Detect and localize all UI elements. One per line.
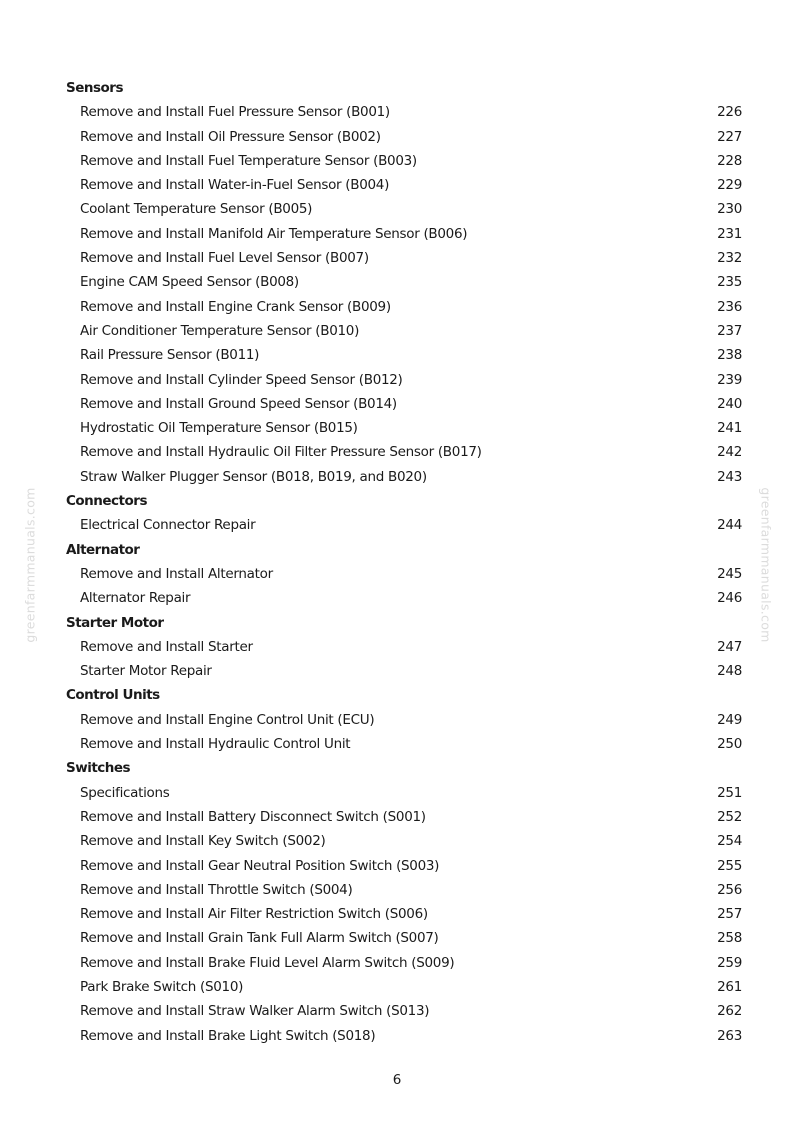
toc-entry[interactable]: [66, 222, 742, 246]
toc-entry-title: Hydrostatic Oil Temperature Sensor (B015): [80, 420, 358, 437]
toc-entry-title: Specifications: [80, 784, 170, 801]
toc-entry-page: 256: [717, 881, 742, 898]
watermark-right: greenfarmmanuals.com: [758, 487, 774, 643]
toc-entry-title: Remove and Install Engine Control Unit (ECU): [80, 711, 375, 728]
toc-entry-page: 246: [717, 590, 742, 607]
toc-entry-title: Remove and Install Fuel Level Sensor (B007): [80, 250, 369, 267]
section-title: Control Units: [66, 687, 160, 704]
toc-entry-title: Remove and Install Starter: [80, 638, 253, 655]
toc-entry-title: Remove and Install Water-in-Fuel Sensor (B004): [80, 177, 390, 194]
toc-entry-title: Remove and Install Key Switch (S002): [80, 833, 326, 850]
toc-section: [66, 683, 742, 756]
toc-entry-page: 248: [717, 663, 742, 680]
toc-entry[interactable]: [66, 295, 742, 319]
toc-entry-title: Park Brake Switch (S010): [80, 978, 244, 995]
toc-entry-page: 229: [717, 177, 742, 194]
toc-entry-page: 243: [717, 468, 742, 485]
toc-entry-page: 238: [717, 347, 742, 364]
toc-entry-page: 227: [717, 128, 742, 145]
toc-entry[interactable]: [66, 440, 742, 464]
toc-entry-page: 242: [717, 444, 742, 461]
toc-entry[interactable]: [66, 173, 742, 197]
toc-entry-title: Remove and Install Brake Fluid Level Alarm Switch (S009): [80, 954, 455, 971]
toc-entry-title: Rail Pressure Sensor (B011): [80, 347, 260, 364]
toc-entry[interactable]: [66, 513, 742, 537]
toc-entry-title: Remove and Install Alternator: [80, 565, 273, 582]
section-title: Alternator: [66, 541, 140, 558]
toc-entry[interactable]: [66, 805, 742, 829]
toc-entry[interactable]: [66, 270, 742, 294]
toc-entry-title: Remove and Install Hydraulic Control Unit: [80, 736, 351, 753]
toc-entry[interactable]: [66, 781, 742, 805]
toc-entry[interactable]: [66, 1024, 742, 1048]
toc-entry-title: Remove and Install Cylinder Speed Sensor (B012): [80, 371, 403, 388]
toc-entry-title: Alternator Repair: [80, 590, 191, 607]
table-of-contents: [66, 76, 742, 1048]
toc-entry[interactable]: [66, 659, 742, 683]
toc-entry-title: Engine CAM Speed Sensor (B008): [80, 274, 299, 291]
toc-entry-title: Remove and Install Throttle Switch (S004): [80, 881, 353, 898]
toc-section: [66, 538, 742, 611]
section-title: Connectors: [66, 493, 147, 510]
toc-entry-page: 231: [717, 225, 742, 242]
toc-entry-page: 244: [717, 517, 742, 534]
toc-entry-title: Remove and Install Manifold Air Temperature Sensor (B006): [80, 225, 468, 242]
toc-entry-page: 254: [717, 833, 742, 850]
toc-section: [66, 611, 742, 684]
toc-entry[interactable]: [66, 635, 742, 659]
toc-entry-page: 247: [717, 638, 742, 655]
toc-entry[interactable]: [66, 708, 742, 732]
toc-entry[interactable]: [66, 197, 742, 221]
toc-entry[interactable]: [66, 319, 742, 343]
toc-entry-title: Straw Walker Plugger Sensor (B018, B019, and B020): [80, 468, 427, 485]
toc-entry-page: 251: [717, 784, 742, 801]
toc-entry-page: 258: [717, 930, 742, 947]
toc-entry[interactable]: [66, 416, 742, 440]
toc-entry-page: 235: [717, 274, 742, 291]
toc-entry[interactable]: [66, 586, 742, 610]
toc-entry[interactable]: [66, 149, 742, 173]
toc-entry-page: 250: [717, 736, 742, 753]
toc-entry-page: 240: [717, 395, 742, 412]
toc-entry-title: Remove and Install Air Filter Restriction Switch (S006): [80, 906, 428, 923]
toc-entry-title: Remove and Install Brake Light Switch (S018): [80, 1027, 376, 1044]
toc-entry-title: Remove and Install Battery Disconnect Switch (S001): [80, 808, 426, 825]
toc-entry-page: 262: [717, 1003, 742, 1020]
toc-entry-page: 261: [717, 978, 742, 995]
toc-entry[interactable]: [66, 902, 742, 926]
toc-entry-page: 239: [717, 371, 742, 388]
toc-section: [66, 756, 742, 1048]
toc-entry-title: Coolant Temperature Sensor (B005): [80, 201, 313, 218]
toc-entry-title: Remove and Install Engine Crank Sensor (B009): [80, 298, 391, 315]
toc-entry[interactable]: [66, 999, 742, 1023]
toc-entry[interactable]: [66, 343, 742, 367]
toc-entry[interactable]: [66, 465, 742, 489]
toc-entry-page: 259: [717, 954, 742, 971]
toc-entry-title: Remove and Install Fuel Pressure Sensor (B001): [80, 104, 390, 121]
toc-entry-title: Electrical Connector Repair: [80, 517, 256, 534]
toc-entry-title: Starter Motor Repair: [80, 663, 212, 680]
toc-entry[interactable]: [66, 125, 742, 149]
section-title: Starter Motor: [66, 614, 164, 631]
toc-entry[interactable]: [66, 732, 742, 756]
toc-entry-title: Remove and Install Ground Speed Sensor (B014): [80, 395, 397, 412]
toc-entry[interactable]: [66, 562, 742, 586]
toc-entry-title: Air Conditioner Temperature Sensor (B010): [80, 322, 360, 339]
toc-entry-page: 226: [717, 104, 742, 121]
toc-entry[interactable]: [66, 368, 742, 392]
toc-entry-title: Remove and Install Straw Walker Alarm Switch (S013): [80, 1003, 430, 1020]
toc-entry[interactable]: [66, 100, 742, 124]
page-number: 6: [392, 1072, 402, 1088]
section-title: Switches: [66, 760, 131, 777]
toc-entry-page: 236: [717, 298, 742, 315]
watermark-left: greenfarmmanuals.com: [22, 487, 38, 643]
toc-entry[interactable]: [66, 246, 742, 270]
toc-entry[interactable]: [66, 975, 742, 999]
toc-entry-page: 255: [717, 857, 742, 874]
toc-entry[interactable]: [66, 878, 742, 902]
toc-entry-page: 245: [717, 565, 742, 582]
toc-entry-page: 241: [717, 420, 742, 437]
toc-entry-page: 263: [717, 1027, 742, 1044]
section-title: Sensors: [66, 80, 123, 96]
toc-entry-page: 249: [717, 711, 742, 728]
toc-entry[interactable]: [66, 829, 742, 853]
toc-entry[interactable]: [66, 392, 742, 416]
toc-entry-page: 232: [717, 250, 742, 267]
toc-entry-title: Remove and Install Fuel Temperature Sensor (B003): [80, 152, 417, 169]
toc-entry[interactable]: [66, 926, 742, 950]
toc-entry-title: Remove and Install Gear Neutral Position Switch (S003): [80, 857, 440, 874]
toc-entry-page: 257: [717, 906, 742, 923]
toc-entry-title: Remove and Install Hydraulic Oil Filter Pressure Sensor (B017): [80, 444, 482, 461]
toc-entry-page: 237: [717, 322, 742, 339]
toc-entry-page: 228: [717, 152, 742, 169]
toc-section: [66, 76, 742, 489]
toc-entry[interactable]: [66, 854, 742, 878]
toc-entry-title: Remove and Install Grain Tank Full Alarm Switch (S007): [80, 930, 439, 947]
toc-entry-page: 230: [717, 201, 742, 218]
toc-entry-title: Remove and Install Oil Pressure Sensor (B002): [80, 128, 381, 145]
toc-entry-page: 252: [717, 808, 742, 825]
toc-section: [66, 489, 742, 538]
toc-entry[interactable]: [66, 951, 742, 975]
